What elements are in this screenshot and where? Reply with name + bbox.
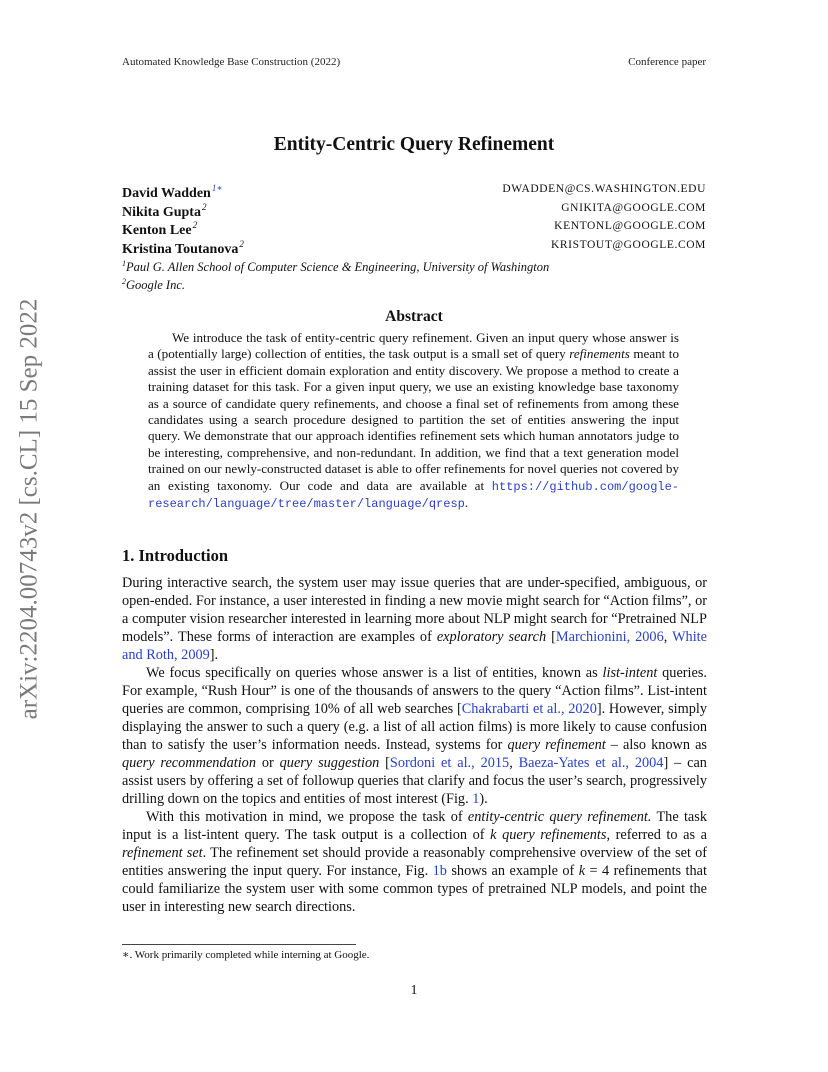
arxiv-identifier-text: arXiv:2204.00743v2 [cs.CL] 15 Sep 2022 <box>15 298 43 720</box>
citation-link[interactable]: Marchionini, 2006 <box>555 629 664 646</box>
arxiv-identifier <box>2 298 56 720</box>
affiliation: $^2$Google Inc. <box>122 277 186 292</box>
page-number: 1 <box>410 982 418 997</box>
section-heading: 1. Introduction <box>122 546 229 565</box>
paragraph: During interactive search, the system user may issue queries that are under-specified, ambiguous, or open-ended. For instance, a user interested in finding a new movie might search for “Action films”, or a computer vision researcher interested in learning more about NLP might search for “Pretrained NLP models”. These forms of interaction are examples of exploratory search [Marchionini, 2006, White and Roth, 2009]. <box>122 575 707 664</box>
abstract-text: We introduce the task of entity-centric query refinement. Given an input query whose answer is a (potentially large) collection of entities, the task output is a small set of query refinements meant to assist the user in efficient domain exploration and entity discovery. We propose a method to create a training dataset for this task. For a given input query, we use an existing knowledge base taxonomy as a source of candidate query refinements, and choose a final set of refinements from among these candidates using a search procedure designed to partition the set of entities answering the input query. We demonstrate that our approach identifies refinement sets which human annotators judge to be interesting, comprehensive, and non-redundant. In addition, we find that a text generation model trained on our newly-constructed dataset is able to offer refinements for novel queries not covered by an existing taxonomy. Our code and data are available at https://github.com/google-research/language/tree/master/language/qresp. <box>148 330 679 512</box>
running-header-type: Conference paper <box>628 56 706 68</box>
author-row <box>122 220 706 239</box>
paragraph: With this motivation in mind, we propose the task of entity-centric query refinement. The task input is a list-intent query. The task output is a collection of k query refinements, referred to as a refinement set. The refinement set should provide a reasonably comprehensive overview of the set of entities answering the input query. For instance, Fig. 1b shows an example of k = 4 refinements that could familiarize the system user with some common types of pretrained NLP models, and point the user in interesting new search directions. <box>122 809 708 916</box>
author-row <box>122 183 706 202</box>
citation-link[interactable]: Sordoni et al., 2015 <box>389 755 510 772</box>
running-header-venue: Automated Knowledge Base Construction (2022) <box>122 56 341 68</box>
footnote-rule <box>122 944 356 945</box>
code-link[interactable]: https://github.com/google-research/language/tree/master/language/qresp <box>148 479 679 512</box>
figure-link[interactable]: 1b <box>432 863 447 880</box>
author-email: KENTONL@GOOGLE.COM <box>554 220 706 232</box>
paragraph: We focus specifically on queries whose answer is a list of entities, known as list-intent queries. For example, “Rush Hour” is one of the thousands of answers to the query “Action films”. List-intent queries are common, comprising 10% of all web searches [Chakrabarti et al., 2020]. However, simply displaying the answer to such a query (e.g. a list of all action films) is more likely to cause confusion than to satisfy the user’s information needs. Instead, systems for query refinement – also known as query recommendation or query suggestion [Sordoni et al., 2015, Baeza-Yates et al., 2004] – can assist users by offering a set of followup queries that clarify and focus the user’s search, progressively drilling down on the topics and entities of most interest (Fig. 1). <box>122 665 708 808</box>
author-email: KRISTOUT@GOOGLE.COM <box>551 239 706 251</box>
author-email: DWADDEN@CS.WASHINGTON.EDU <box>502 183 706 195</box>
author-name: Kenton Lee$^2$ <box>122 220 198 238</box>
affiliation: $^1$Paul G. Allen School of Computer Science & Engineering, University of Washington <box>122 259 550 274</box>
figure-link[interactable]: 1 <box>472 791 480 808</box>
citation-link[interactable]: Baeza-Yates et al., 2004 <box>518 755 664 772</box>
author-email: GNIKITA@GOOGLE.COM <box>561 202 706 214</box>
abstract-heading: Abstract <box>385 308 443 325</box>
author-row <box>122 202 706 221</box>
body-text <box>122 574 707 916</box>
citation-link[interactable]: White and Roth, 2009 <box>122 629 707 664</box>
author-name: Nikita Gupta$^2$ <box>122 202 207 220</box>
citation-link[interactable]: Chakrabarti et al., 2020 <box>461 701 597 718</box>
footnote: ∗. Work primarily completed while interning at Google. <box>122 949 370 961</box>
author-row <box>122 239 706 258</box>
author-name: David Wadden$^{1∗}$ <box>122 183 223 201</box>
author-name: Kristina Toutanova$^2$ <box>122 239 244 257</box>
paper-title: Entity-Centric Query Refinement <box>273 134 555 155</box>
